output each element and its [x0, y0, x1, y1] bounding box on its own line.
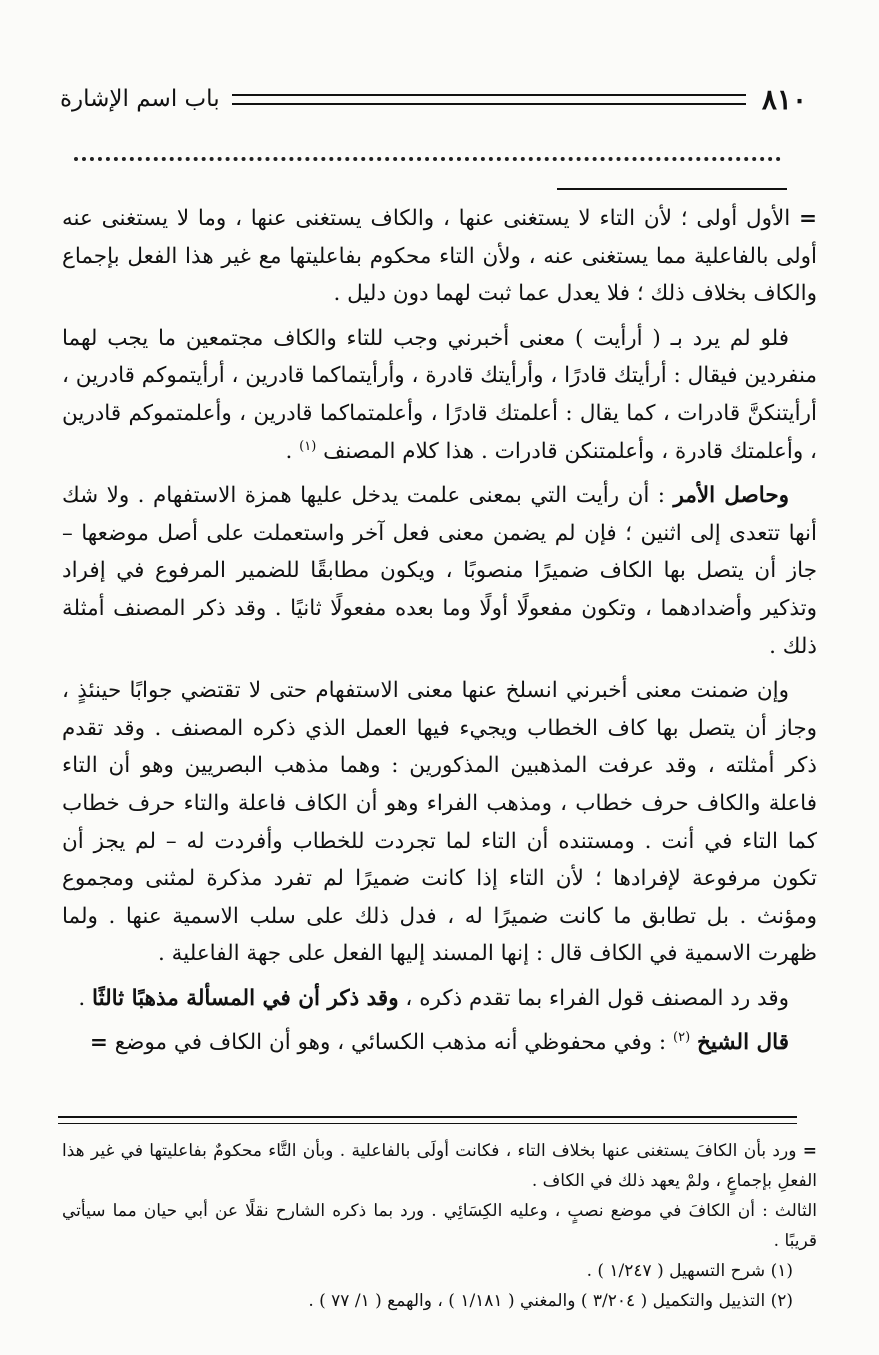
- main-text: [62, 200, 817, 1069]
- continuation-mark: =: [802, 1141, 817, 1161]
- paragraph-5: [62, 980, 817, 1018]
- paragraph-end: .: [285, 438, 293, 464]
- paragraph-lead: وحاصل الأمر: [673, 483, 789, 509]
- paragraph-text: وقد رد المصنف قول الفراء بما تقدم ذكره ،: [398, 985, 789, 1011]
- paragraph-end: .: [78, 985, 86, 1011]
- paragraph-6: [62, 1024, 817, 1062]
- dotted-separator: [74, 157, 781, 161]
- footnote-double-rule: [58, 1116, 797, 1124]
- paragraph-3: [62, 477, 817, 665]
- footnote-third-view: الثالث : أن الكافَ في موضع نصبٍ ، وعليه الكِسَائِي . ورد بما ذكره الشارح نقلًا عن أبي حيان مما سيأتي قريبًا .: [62, 1201, 817, 1251]
- footnote-1: (١) شرح التسهيل ( ١/٢٤٧ ) .: [586, 1261, 793, 1281]
- paragraph-text: الأول أولى ؛ لأن التاء لا يستغنى عنها ، والكاف يستغنى عنها ، وما لا يستغنى عنه أولى بالفاعلية مما يستغنى عنه ، ولأن التاء محكوم بفاعليتها مع غير هذا الفعل بإجماع والكاف بخلاف ذلك ؛ فلا يعدل عما ثبت لهما دون دليل .: [62, 206, 817, 307]
- footnotes: [62, 1136, 817, 1316]
- paragraph-text: فلو لم يرد بـ ( أرأيت ) معنى أخبرني وجب للتاء والكاف مجتمعين ما يجب لهما منفردين فيقال : أرأيتك قادرًا ، وأرأيتك قادرة ، وأرأيتماكما قادرين ، أرأيتموكم قادرين ، أرأيتنكنَّ قادرات ، كما يقال : أعلمتك قادرًا ، وأعلمتماكما قادرين ، وأعلمتموكم قادرين ، وأعلمتك قادرة ، وأعلمتنكن قادرات . هذا كلام المصنف: [62, 325, 817, 464]
- footnote-ref-2: (٢): [673, 1030, 691, 1046]
- chapter-title: باب اسم الإشارة: [60, 86, 220, 112]
- paragraph-text: : وفي محفوظي أنه مذهب الكسائي ، وهو أن الكاف في موضع: [114, 1030, 667, 1056]
- footnote-continuation: [62, 1136, 817, 1196]
- paragraph-1: [62, 200, 817, 313]
- footnote-ref-1: (١): [299, 438, 317, 454]
- continuation-mark: =: [89, 1030, 108, 1056]
- paragraph-text: : أن رأيت التي بمعنى علمت يدخل عليها همزة الاستفهام . ولا شك أنها تتعدى إلى اثنين ؛ فإن لم يضمن معنى فعل آخر واستعملت على أصل موضعها – جاز أن يتصل بها الكاف ضميرًا منصوبًا ، ويكون مطابقًا للضمير المرفوع في إفراد وتذكير وأضدادهما ، وتكون مفعولًا أولًا وما بعده مفعولًا ثانيًا . وقد ذكر المصنف أمثلة ذلك .: [62, 483, 817, 659]
- running-header: [60, 82, 807, 116]
- paragraph-4: [62, 672, 817, 973]
- paragraph-2: [62, 320, 817, 470]
- footnote-2: (٢) التذييل والتكميل ( ٣/٢٠٤ ) والمغني ( ١/١٨١ ) ، والهمع ( ١/ ٧٧ ) .: [308, 1291, 793, 1311]
- commentary-rule: [557, 188, 787, 190]
- page-number: ٨١٠: [761, 82, 807, 116]
- paragraph-lead: قال الشيخ: [696, 1030, 789, 1056]
- paragraph-text: وإن ضمنت معنى أخبرني انسلخ عنها معنى الاستفهام حتى لا تقتضي جوابًا حينئذٍ ، وجاز أن يتصل بها كاف الخطاب ويجيء فيها العمل الذي ذكره المصنف . وقد تقدم ذكر أمثلته ، وقد عرفت المذهبين المذكورين : وهما مذهب البصريين وهو أن التاء فاعلة والكاف حرف خطاب ، ومذهب الفراء وهو أن الكاف فاعلة والتاء حرف خطاب كما التاء في أنت . ومستنده أن التاء لما تجردت للخطاب وأفردت له – لم يجز أن تكون مرفوعة لإفرادها ؛ لأن التاء إذا كانت ضميرًا لم تفرد مذكرة لمثنى ومجموع ومؤنث . بل تطابق ما كانت ضميرًا له ، فدل ذلك على سلب الاسمية عنها . ولما ظهرت الاسمية في الكاف قال : إنها المسند إليها الفعل على جهة الفاعلية .: [62, 678, 817, 967]
- bold-quote: وقد ذكر أن في المسألة مذهبًا ثالثًا: [92, 985, 399, 1011]
- header-double-rule: [232, 94, 746, 105]
- footnote-text: ورد بأن الكافَ يستغنى عنها بخلاف التاء ، فكانت أولَى بالفاعلية . وبأن التَّاء محكومٌ بفاعليتها في غير هذا الفعلِ بإجماعٍ ، ولمْ يعهد ذلك في الكاف .: [62, 1141, 817, 1191]
- continuation-mark: =: [798, 206, 817, 231]
